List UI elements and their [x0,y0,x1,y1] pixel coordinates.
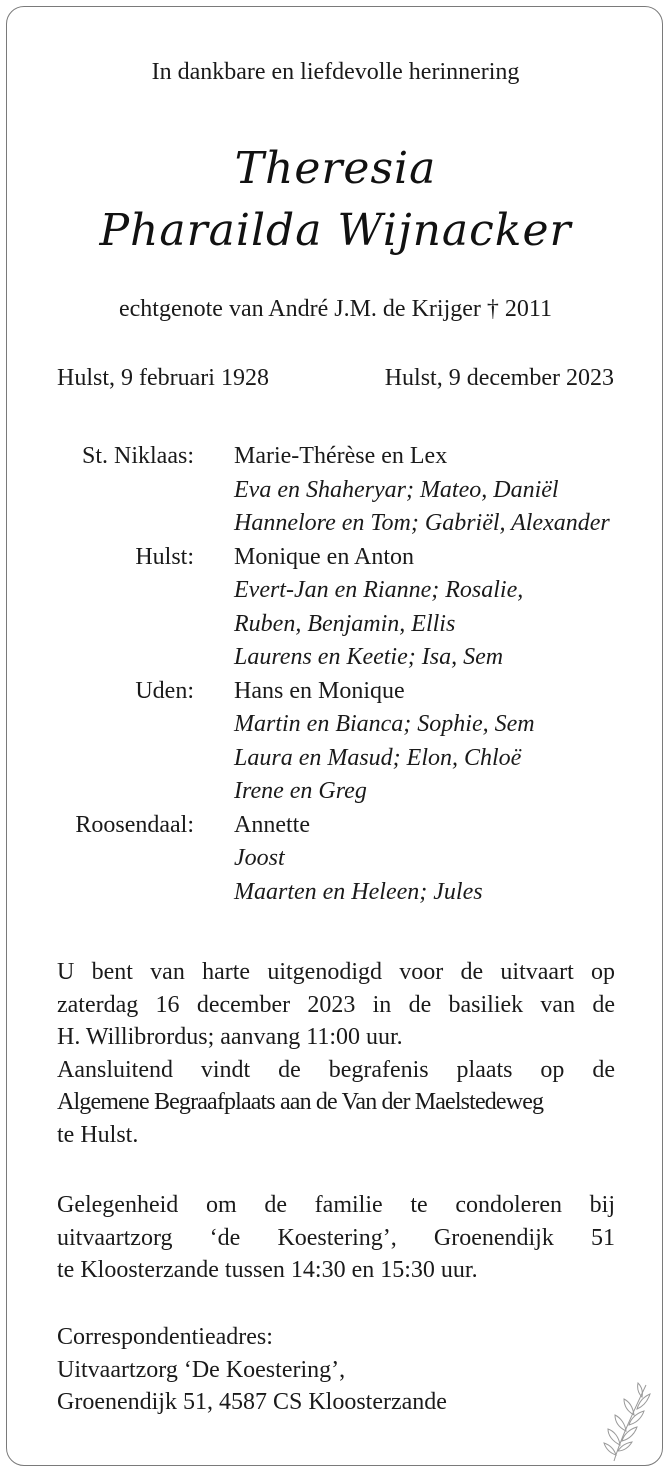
correspondence-label: Correspondentieadres: [57,1324,273,1350]
condolence-line: Gelegenheid om de familie te condoleren bij [57,1192,615,1218]
funeral-invitation [57,956,615,1151]
family-grandchildren: Laurens en Keetie; Isa, Sem [234,644,504,670]
burial-line: Aansluitend vindt de begrafenis plaats op de [57,1056,615,1083]
family-grandchildren: Martin en Bianca; Sophie, Sem [234,711,535,737]
condolence-info [57,1189,615,1287]
death-date: Hulst, 9 december 2023 [384,365,614,391]
family-location: Roosendaal: [75,811,194,838]
obituary-card [6,6,663,1466]
burial-line: Algemene Begraafplaats aan de Van der Maelstedeweg [57,1089,544,1115]
birth-date: Hulst, 9 februari 1928 [57,365,269,391]
family-location: Hulst: [135,543,194,570]
family-children: Annette [234,811,310,838]
correspondence-address [57,1321,447,1419]
leaf-sprig-icon [602,1379,660,1463]
correspondence-street: Groenendijk 51, 4587 CS Kloosterzande [57,1389,447,1415]
family-children: Marie-Thérèse en Lex [234,443,448,469]
deceased-first-name: Theresia [234,143,437,194]
family-location: Uden: [135,677,194,704]
family-grandchildren: Irene en Greg [234,778,367,804]
family-children: Hans en Monique [234,677,405,704]
family-location: St. Niklaas: [82,443,194,469]
deceased-surname: Pharailda Wijnacker [99,205,572,256]
family-grandchildren: Hannelore en Tom; Gabriël, Alexander [234,510,610,536]
family-grandchildren: Ruben, Benjamin, Ellis [234,610,456,637]
family-grandchildren: Joost [234,845,285,871]
family-grandchildren: Maarten en Heleen; Jules [234,878,483,905]
family-grandchildren: Eva en Shaheryar; Mateo, Daniël [234,476,559,503]
family-grandchildren: Laura en Masud; Elon, Chloë [234,744,522,771]
correspondence-org: Uitvaartzorg ‘De Koestering’, [57,1356,346,1383]
spouse-line: echtgenote van André J.M. de Krijger † 2011 [119,296,552,322]
burial-line: te Hulst. [57,1121,139,1148]
funeral-line: H. Willibrordus; aanvang 11:00 uur. [57,1024,403,1050]
condolence-line: te Kloosterzande tussen 14:30 en 15:30 uur. [57,1257,478,1283]
family-grandchildren: Evert-Jan en Rianne; Rosalie, [234,577,524,603]
condolence-line: uitvaartzorg ‘de Koestering’, Groenendijk 51 [57,1224,615,1251]
funeral-line: U bent van harte uitgenodigd voor de uitvaart op [57,959,615,985]
funeral-line: zaterdag 16 december 2023 in de basiliek van de [57,991,615,1018]
heading: In dankbare en liefdevolle herinnering [151,59,520,85]
family-children: Monique en Anton [234,543,414,570]
